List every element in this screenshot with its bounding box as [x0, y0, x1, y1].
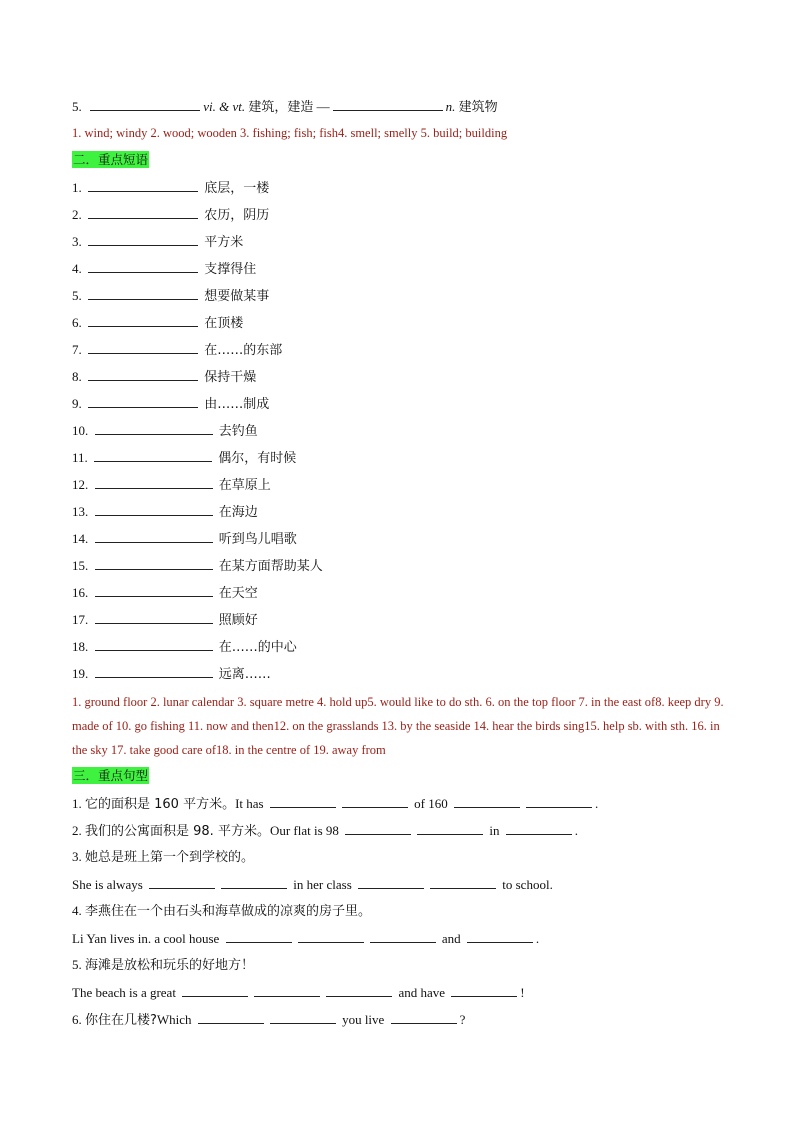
item-number: 15.: [72, 558, 89, 573]
item-number: 19.: [72, 666, 89, 681]
item-number: 11.: [72, 450, 88, 465]
phrase-answers: 1. ground floor 2. lunar calendar 3. square metre 4. hold up5. would like to do sth. 6. on the top floor 7. in the east of8. keep dry 9. made of 10. go fishing 11. now and then12. on the grasslands 13. by the seaside 14. hear the birds sing15. help sb. with sth. 16. in the sky 17. take good care of18. in the centre of 19. away from: [72, 695, 724, 757]
english-text: to school.: [502, 877, 553, 892]
blank[interactable]: [417, 820, 483, 835]
blank[interactable]: [95, 474, 213, 489]
item-number: 3.: [72, 849, 82, 864]
item-number: 1.: [72, 180, 82, 195]
blank[interactable]: [326, 982, 392, 997]
chinese-meaning: 想要做某事: [204, 289, 270, 304]
sentence-item-5-zh: [72, 955, 732, 982]
english-text: in her class: [293, 877, 352, 892]
worksheet-content: [72, 96, 732, 1036]
item-number: 6.: [72, 315, 82, 330]
phrase-item: [72, 474, 732, 501]
item-number: 1.: [72, 796, 82, 811]
blank[interactable]: [391, 1009, 457, 1024]
sentence-item-2: [72, 820, 732, 847]
blank[interactable]: [467, 928, 533, 943]
blank[interactable]: [430, 874, 496, 889]
blank[interactable]: [526, 793, 592, 808]
chinese-meaning: 照顾好: [218, 613, 258, 628]
blank[interactable]: [95, 609, 213, 624]
chinese-meaning: 支撑得住: [204, 262, 257, 277]
item-number: 5.: [72, 957, 82, 972]
phrase-item: [72, 177, 732, 204]
blank[interactable]: [270, 793, 336, 808]
item-number: 3.: [72, 234, 82, 249]
chinese-meaning: 偶尔，有时候: [218, 451, 297, 466]
phrase-item: [72, 366, 732, 393]
phrase-list: [72, 177, 732, 690]
item-number: 2.: [72, 207, 82, 222]
chinese-meaning: 在天空: [218, 586, 258, 601]
chinese-meaning: 在顶楼: [204, 316, 244, 331]
blank[interactable]: [95, 582, 213, 597]
item-number: 5.: [72, 288, 82, 303]
item-number: 9.: [72, 396, 82, 411]
blank[interactable]: [90, 96, 200, 111]
section-title: 三．重点句型: [73, 768, 149, 783]
item-number: 12.: [72, 477, 89, 492]
blank[interactable]: [182, 982, 248, 997]
chinese-meaning: 去钓鱼: [218, 424, 258, 439]
blank[interactable]: [88, 177, 198, 192]
punctuation: ?: [459, 1012, 466, 1027]
sentence-item-1: [72, 793, 732, 820]
item-number: 13.: [72, 504, 89, 519]
phrase-item: [72, 393, 732, 420]
blank[interactable]: [95, 420, 213, 435]
sentence-item-6: [72, 1009, 732, 1036]
punctuation: .: [535, 931, 540, 946]
phrase-item: [72, 231, 732, 258]
blank[interactable]: [88, 231, 198, 246]
english-text: of 160: [414, 796, 448, 811]
chinese-meaning: 底层，一楼: [204, 181, 270, 196]
phrase-item: [72, 285, 732, 312]
phrase-item: [72, 447, 732, 474]
english-text: and: [441, 931, 461, 946]
chinese-meaning: 平方米: [204, 235, 244, 250]
item-number: 6.: [72, 1012, 82, 1027]
blank[interactable]: [88, 204, 198, 219]
part-of-speech: vi. & vt.: [203, 99, 246, 114]
item-number: 5.: [72, 99, 82, 114]
chinese-sentence: 海滩是放松和玩乐的好地方！: [85, 958, 255, 973]
phrase-item: [72, 582, 732, 609]
chinese-meaning: 在海边: [218, 505, 258, 520]
english-text: She is always: [72, 877, 143, 892]
sentence-item-4-en: [72, 928, 732, 955]
blank[interactable]: [88, 339, 198, 354]
sentence-item-3-en: [72, 874, 732, 901]
blank[interactable]: [226, 928, 292, 943]
chinese-meaning: 远离……: [218, 667, 271, 682]
punctuation: .: [594, 796, 599, 811]
phrase-item: [72, 420, 732, 447]
blank[interactable]: [298, 928, 364, 943]
chinese-sentence: 你住在几楼?: [85, 1013, 157, 1028]
chinese-meaning: 由……制成: [204, 397, 270, 412]
blank[interactable]: [506, 820, 572, 835]
blank[interactable]: [88, 366, 198, 381]
item-number: 18.: [72, 639, 89, 654]
blank[interactable]: [198, 1009, 264, 1024]
punctuation: .: [574, 823, 579, 838]
phrase-item: [72, 501, 732, 528]
blank[interactable]: [95, 528, 213, 543]
phrase-item: [72, 339, 732, 366]
blank[interactable]: [333, 96, 443, 111]
part-of-speech: n.: [445, 99, 456, 114]
section-title: 二．重点短语: [73, 152, 149, 167]
punctuation: !: [520, 985, 525, 1000]
blank[interactable]: [88, 285, 198, 300]
sentence-item-5-en: [72, 982, 732, 1009]
blank[interactable]: [221, 874, 287, 889]
phrase-item: [72, 312, 732, 339]
chinese-meaning: 在草原上: [218, 478, 271, 493]
item-number: 4.: [72, 903, 82, 918]
chinese-sentence: 我们的公寓面积是 98. 平方米。: [85, 824, 270, 839]
item-number: 4.: [72, 261, 82, 276]
blank[interactable]: [345, 820, 411, 835]
blank[interactable]: [88, 393, 198, 408]
blank[interactable]: [270, 1009, 336, 1024]
english-text: Our flat is 98: [269, 823, 339, 838]
blank[interactable]: [95, 636, 213, 651]
item-number: 14.: [72, 531, 89, 546]
dash: —: [316, 99, 330, 114]
sentence-item-4-zh: [72, 901, 732, 928]
phrase-item: [72, 204, 732, 231]
vocab-item-5: [72, 96, 732, 123]
phrase-item: [72, 555, 732, 582]
chinese-sentence: 她总是班上第一个到学校的。: [85, 850, 255, 865]
phrase-item: [72, 528, 732, 555]
chinese-meaning: 在……的东部: [204, 343, 283, 358]
phrase-item: [72, 609, 732, 636]
item-number: 17.: [72, 612, 89, 627]
chinese-meaning: 建筑物: [458, 100, 498, 115]
blank[interactable]: [454, 793, 520, 808]
chinese-meaning: 建筑，建造: [248, 100, 314, 115]
blank[interactable]: [342, 793, 408, 808]
english-text: in: [489, 823, 500, 838]
blank[interactable]: [451, 982, 517, 997]
section-heading-phrases: [72, 150, 732, 177]
english-text: and have: [398, 985, 446, 1000]
blank[interactable]: [370, 928, 436, 943]
item-number: 16.: [72, 585, 89, 600]
english-text: The beach is a great: [72, 985, 176, 1000]
item-number: 7.: [72, 342, 82, 357]
english-text: It has: [235, 796, 264, 811]
blank[interactable]: [358, 874, 424, 889]
blank[interactable]: [95, 663, 213, 678]
chinese-meaning: 农历，阴历: [204, 208, 270, 223]
blank[interactable]: [149, 874, 215, 889]
chinese-meaning: 听到鸟儿唱歌: [218, 532, 297, 547]
item-number: 8.: [72, 369, 82, 384]
blank[interactable]: [95, 501, 213, 516]
sentence-item-3-zh: [72, 847, 732, 874]
blank[interactable]: [88, 312, 198, 327]
phrase-item: [72, 663, 732, 690]
phrase-item: [72, 258, 732, 285]
chinese-meaning: 保持干燥: [204, 370, 257, 385]
english-text: Which: [156, 1012, 192, 1027]
blank[interactable]: [95, 555, 213, 570]
item-number: 2.: [72, 823, 82, 838]
phrase-item: [72, 636, 732, 663]
chinese-meaning: 在……的中心: [218, 640, 297, 655]
chinese-sentence: 李燕住在一个由石头和海草做成的凉爽的房子里。: [85, 904, 372, 919]
blank[interactable]: [88, 258, 198, 273]
item-number: 10.: [72, 423, 89, 438]
english-text: you live: [342, 1012, 385, 1027]
chinese-meaning: 在某方面帮助某人: [218, 559, 323, 574]
english-text: Li Yan lives in. a cool house: [72, 931, 220, 946]
section-heading-sentences: [72, 766, 732, 793]
blank[interactable]: [254, 982, 320, 997]
chinese-sentence: 它的面积是 160 平方米。: [85, 797, 236, 812]
vocab-answers: 1. wind; windy 2. wood; wooden 3. fishing; fish; fish4. smell; smelly 5. build; building: [72, 126, 508, 140]
blank[interactable]: [94, 447, 212, 462]
